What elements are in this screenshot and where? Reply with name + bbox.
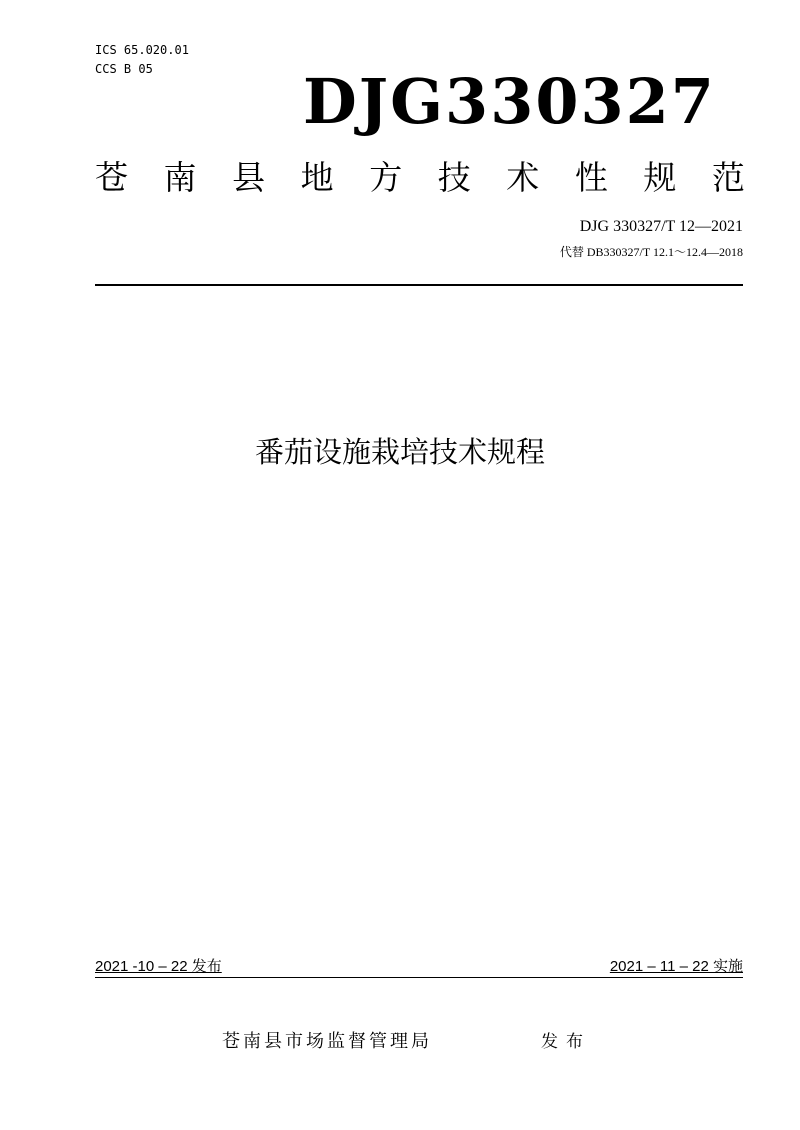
- standard-type-char: 苍: [95, 158, 128, 197]
- standard-type: [95, 155, 745, 201]
- publish-date: 2021 -10 – 22 发布: [95, 958, 222, 975]
- standard-type-char: 性: [574, 158, 608, 197]
- standard-type-char: 地: [300, 158, 334, 197]
- header-divider: [95, 284, 743, 286]
- standard-type-char: 规: [643, 158, 677, 197]
- date-line: [95, 957, 743, 978]
- document-title: 番茄设施栽培技术规程: [254, 435, 545, 469]
- replaces-note: 代替 DB330327/T 12.1～12.4—2018: [559, 245, 743, 259]
- standard-type-char: 范: [711, 158, 745, 197]
- ccs-code: CCS B 05: [95, 62, 153, 76]
- issue-label: 发布: [541, 1032, 591, 1052]
- standard-type-char: 南: [163, 158, 197, 197]
- ics-code: ICS 65.020.01: [95, 43, 189, 57]
- standard-type-char: 术: [506, 158, 540, 197]
- standard-type-char: 技: [437, 158, 471, 197]
- standard-number: DJG 330327/T 12—2021: [579, 218, 743, 235]
- standard-type-char: 方: [369, 158, 403, 197]
- standard-type-char: 县: [232, 158, 266, 197]
- classification-codes: [95, 41, 189, 79]
- issuer-name: 苍南县市场监督管理局: [222, 1031, 432, 1052]
- implement-date: 2021 – 11 – 22 实施: [609, 958, 743, 975]
- standard-code: DJG330327: [303, 65, 716, 138]
